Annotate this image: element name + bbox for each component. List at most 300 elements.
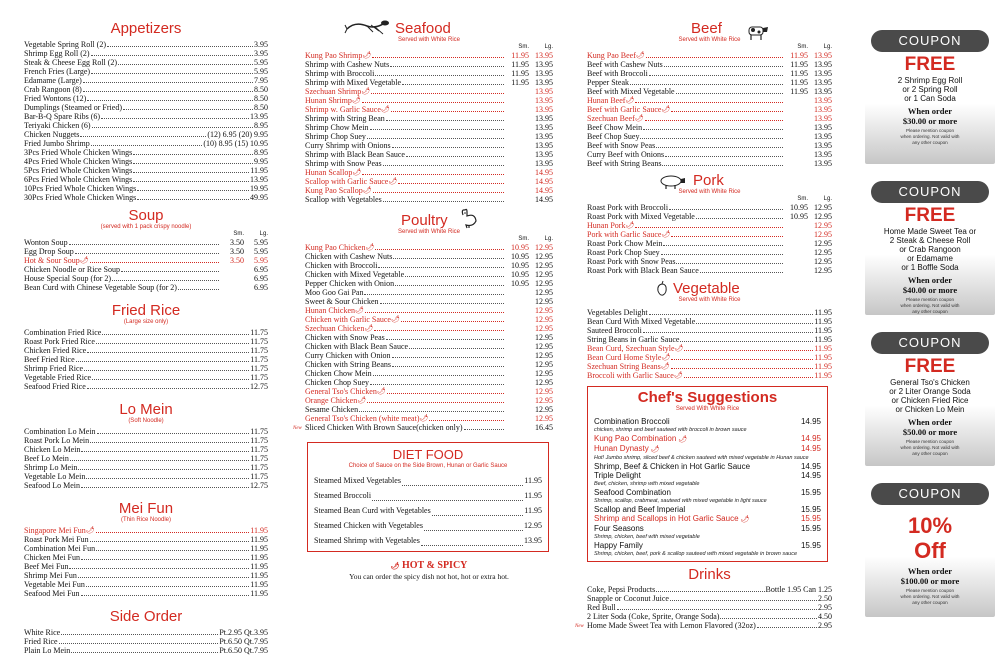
item-name: Beef Mei Fun (24, 562, 69, 571)
menu-item[interactable] (305, 378, 553, 387)
menu-item[interactable] (587, 78, 832, 87)
menu-item[interactable] (587, 51, 832, 60)
menu-item[interactable] (24, 184, 268, 193)
menu-item[interactable] (587, 132, 832, 141)
menu-item[interactable] (24, 283, 268, 292)
item-name: Steamed Mixed Vegetables (314, 476, 401, 485)
price-large: 13.95 (535, 105, 553, 114)
dot-leader (405, 276, 504, 277)
item-description: chicken, shrimp and beef sauteed with broccoli in brown sauce (594, 427, 747, 433)
menu-item[interactable] (587, 344, 832, 353)
coupon-offer-line: 2 Steak & Cheese Roll (889, 236, 971, 245)
menu-item[interactable] (24, 157, 268, 166)
menu-item[interactable] (24, 256, 268, 265)
item-name: Hunan Beef (587, 96, 626, 105)
chili-pepper-icon: 🌶 (376, 387, 386, 395)
lo-mein-list (24, 427, 268, 490)
menu-item[interactable] (24, 463, 268, 472)
coupon-note-line: any other coupon (912, 451, 948, 456)
item-name: General Tso's Chicken (305, 387, 377, 396)
menu-item[interactable] (305, 87, 553, 96)
drinks-new-badge: New (575, 624, 584, 629)
menu-item[interactable] (594, 488, 821, 497)
item-name: Vegetable Fried Rice (24, 373, 92, 382)
item-name: Dumplings (Steamed or Fried) (24, 103, 122, 112)
menu-item[interactable] (587, 353, 832, 362)
price-small: 10.95 (511, 279, 529, 288)
menu-item[interactable] (24, 94, 268, 103)
price-large: 14.95 (535, 186, 553, 195)
menu-item[interactable] (24, 580, 268, 589)
menu-item[interactable] (24, 589, 268, 598)
menu-item[interactable] (594, 444, 821, 454)
menu-item[interactable] (24, 364, 268, 373)
item-price: 5.95 (254, 67, 268, 76)
item-price: 14.95 (800, 471, 821, 480)
price-large: 12.95 (535, 270, 553, 279)
dot-leader (380, 303, 504, 304)
dot-leader (383, 201, 504, 202)
item-price: 11.95 (250, 553, 268, 562)
menu-item[interactable] (24, 646, 268, 655)
menu-item[interactable] (594, 434, 821, 444)
item-price: 19.95 (250, 184, 268, 193)
pork-header (587, 172, 832, 189)
menu-item[interactable] (314, 503, 542, 518)
menu-item[interactable] (305, 261, 553, 270)
item-price: 11.95 (524, 506, 542, 515)
diet-food-list (314, 473, 542, 548)
menu-item[interactable] (24, 562, 268, 571)
menu-item[interactable] (24, 193, 268, 202)
dot-leader (370, 384, 504, 385)
hot-spicy-title (305, 560, 553, 572)
menu-item[interactable] (587, 585, 832, 594)
item-name: Steamed Shrimp with Vegetables (314, 536, 420, 545)
item-name: Combination Broccoli (594, 417, 670, 426)
fried-rice-list (24, 328, 268, 391)
menu-item[interactable] (24, 265, 268, 274)
menu-item[interactable] (587, 114, 832, 123)
mei-fun-title: Mei Fun (118, 500, 174, 517)
dot-leader (643, 129, 783, 130)
menu-item[interactable] (587, 371, 832, 380)
item-name: Beef with Snow Peas (587, 141, 656, 150)
coupon-tag: COUPON (871, 332, 989, 354)
menu-item[interactable] (314, 533, 542, 548)
menu-item[interactable] (587, 603, 832, 612)
item-description: Beef, chicken, shrimp with mixed vegetable (594, 481, 700, 487)
menu-item[interactable] (314, 488, 542, 503)
dot-leader (757, 627, 817, 628)
item-name: Chicken Mei Fun (24, 553, 80, 562)
menu-item[interactable] (24, 328, 268, 337)
item-name: Chicken with Garlic Sauce (305, 315, 391, 324)
menu-item[interactable] (24, 355, 268, 364)
dot-leader (656, 147, 783, 148)
item-price: 11.95 (814, 353, 832, 362)
menu-item[interactable] (305, 123, 553, 132)
price-large: 13.95 (535, 51, 553, 60)
menu-item[interactable] (305, 306, 553, 315)
item-name: Beef with Garlic Sauce (587, 105, 662, 114)
menu-item[interactable] (587, 150, 832, 159)
menu-item[interactable] (305, 324, 553, 333)
dot-leader (90, 442, 249, 443)
size-sm-label: Sm. (518, 236, 529, 242)
menu-item[interactable] (305, 186, 553, 195)
item-name: Shrimp with String Bean (305, 114, 385, 123)
menu-item[interactable] (24, 535, 268, 544)
menu-item[interactable] (24, 427, 268, 436)
menu-item[interactable] (305, 96, 553, 105)
menu-item[interactable] (24, 382, 268, 391)
price-large: 5.95 (254, 256, 268, 265)
menu-item[interactable] (594, 471, 821, 480)
coupon-offer-line: or 2 Liter Orange Soda (889, 387, 971, 396)
poultry-header (305, 209, 553, 229)
menu-item[interactable] (305, 351, 553, 360)
item-name: Kung Pao Scallop (305, 186, 363, 195)
dot-leader (81, 487, 249, 488)
item-name-wrap (594, 417, 670, 426)
dot-leader (97, 433, 250, 434)
menu-item[interactable] (587, 326, 832, 335)
coupon-card[interactable] (865, 181, 995, 315)
menu-item[interactable] (305, 132, 553, 141)
chili-pepper-icon: 🌶 (676, 436, 688, 443)
menu-item[interactable] (305, 159, 553, 168)
menu-item[interactable] (305, 105, 553, 114)
menu-item[interactable] (314, 473, 542, 488)
menu-item[interactable] (24, 40, 268, 49)
menu-item[interactable] (305, 51, 553, 60)
menu-item[interactable] (24, 85, 268, 94)
coupon-condition-line: When order (907, 106, 953, 116)
menu-item[interactable] (24, 526, 268, 535)
menu-item[interactable] (587, 96, 832, 105)
price-large: 6.95 (254, 274, 268, 283)
dot-leader (92, 127, 253, 128)
coupon-card[interactable] (865, 30, 995, 164)
size-sm-label: Sm. (797, 196, 808, 202)
menu-item[interactable] (587, 60, 832, 69)
price-large: 14.95 (535, 177, 553, 186)
menu-item[interactable] (305, 60, 553, 69)
item-name: Shrimp and Scallops in Hot Garlic Sauce (594, 514, 739, 523)
price-small: 10.95 (790, 212, 808, 221)
item-name: Shrimp with Snow Peas (305, 159, 382, 168)
poultry-note: Served with White Rice (397, 229, 461, 235)
menu-item[interactable] (587, 123, 832, 132)
menu-item[interactable] (305, 69, 553, 78)
menu-item[interactable] (305, 297, 553, 306)
menu-item[interactable] (24, 436, 268, 445)
coupon-condition (865, 106, 995, 126)
coupon-condition-line: When order (907, 417, 953, 427)
chili-pepper-icon: 🌶 (362, 51, 372, 59)
item-price: 11.95 (250, 580, 268, 589)
menu-item[interactable] (305, 414, 553, 423)
menu-item[interactable] (594, 541, 821, 550)
menu-item[interactable] (24, 472, 268, 481)
item-description: Shrimp, scallop, crabmeat, sauteed with mixed vegetable in light sauce (594, 498, 767, 504)
menu-item[interactable] (24, 148, 268, 157)
menu-item[interactable] (594, 505, 821, 514)
appetizers-title: Appetizers (110, 20, 182, 37)
item-price: 11.95 (814, 335, 832, 344)
item-name: Chicken Nuggets (24, 130, 80, 139)
menu-item[interactable] (305, 369, 553, 378)
menu-item[interactable] (305, 279, 553, 288)
coupon-headline-2: Off (914, 538, 946, 563)
menu-item[interactable] (24, 67, 268, 76)
menu-item[interactable] (24, 274, 268, 283)
item-name: Beef with Broccoli (587, 69, 648, 78)
chili-pepper-icon: 🌶 (661, 230, 671, 238)
price-large: 12.95 (535, 378, 553, 387)
menu-item[interactable] (305, 243, 553, 252)
chili-pepper-icon: 🌶 (85, 526, 95, 534)
item-name: Steamed Chicken with Vegetables (314, 521, 423, 530)
item-name-wrap (594, 514, 749, 524)
item-price: 11.95 (814, 326, 832, 335)
diet-food-box (307, 442, 549, 552)
menu-item[interactable] (587, 621, 832, 630)
rooster-icon (457, 207, 479, 229)
dot-leader (70, 460, 249, 461)
dot-leader (680, 341, 813, 342)
appetizers-list (24, 40, 268, 202)
item-name: Roast Pork with Broccoli (587, 203, 669, 212)
menu-item[interactable] (24, 337, 268, 346)
menu-item[interactable] (305, 150, 553, 159)
item-name: Sauteed Broccoli (587, 326, 642, 335)
menu-item[interactable] (587, 612, 832, 621)
coupon-offer-line: or 2 Spring Roll (902, 85, 958, 94)
price-large: 13.95 (535, 132, 553, 141)
menu-item[interactable] (24, 571, 268, 580)
menu-item[interactable] (305, 177, 553, 186)
menu-item[interactable] (24, 76, 268, 85)
item-name: Vegetable Mei Fun (24, 580, 85, 589)
item-name: 2 Liter Soda (Coke, Sprite, Orange Soda) (587, 612, 720, 621)
chili-pepper-icon: 🌶 (738, 516, 750, 523)
menu-item[interactable] (594, 524, 821, 533)
price-small: 11.95 (511, 78, 529, 87)
menu-item[interactable] (305, 141, 553, 150)
menu-item[interactable] (587, 230, 832, 239)
chili-pepper-icon: 🌶 (364, 324, 374, 332)
beef-header (587, 20, 832, 37)
price-small: 10.95 (511, 252, 529, 261)
item-price: 11.95 (814, 362, 832, 371)
chili-pepper-icon: 🌶 (674, 344, 684, 352)
fried-rice-title: Fried Rice (111, 302, 181, 319)
dot-leader (101, 118, 249, 119)
dot-leader (81, 559, 249, 560)
menu-item[interactable] (587, 266, 832, 275)
dot-leader (59, 643, 219, 644)
menu-item[interactable] (24, 238, 268, 247)
item-name: General Tso's Chicken (white meat) (305, 414, 420, 423)
menu-item[interactable] (24, 481, 268, 490)
menu-item[interactable] (305, 168, 553, 177)
menu-item[interactable] (305, 288, 553, 297)
item-price: 14.95 (800, 444, 821, 453)
coupon-condition-line: $100.00 or more (900, 576, 960, 586)
coupon-note-line: Please mention coupon (905, 128, 954, 133)
coupon-headline: FREE (904, 54, 956, 75)
price-large: 12.95 (814, 248, 832, 257)
item-name: Steak & Cheese Egg Roll (2) (24, 58, 118, 67)
menu-item[interactable] (587, 239, 832, 248)
menu-item[interactable] (587, 69, 832, 78)
price-large: 12.95 (814, 239, 832, 248)
menu-item[interactable] (24, 121, 268, 130)
item-price: 11.75 (250, 454, 268, 463)
item-name: Beef with Mixed Vegetable (587, 87, 675, 96)
item-name: Combination Mei Fun (24, 544, 96, 553)
menu-item[interactable] (587, 212, 832, 221)
menu-item[interactable] (305, 423, 553, 432)
poultry-title: Poultry (401, 212, 448, 229)
menu-item[interactable] (24, 130, 268, 139)
fried-rice-note: (Large size only) (123, 319, 169, 325)
price-large: 12.95 (535, 297, 553, 306)
menu-item[interactable] (24, 454, 268, 463)
menu-item[interactable] (24, 373, 268, 382)
menu-item[interactable] (587, 203, 832, 212)
menu-item[interactable] (24, 139, 268, 148)
menu-item[interactable] (305, 315, 553, 324)
item-name: 5Pcs Fried Whole Chicken Wings (24, 166, 133, 175)
item-name: Beef with Cashew Nuts (587, 60, 663, 69)
coupon-offer-line: or 1 Boffle Soda (901, 263, 959, 272)
menu-item[interactable] (24, 544, 268, 553)
menu-item[interactable] (24, 445, 268, 454)
item-name-wrap (594, 524, 644, 533)
menu-item[interactable] (305, 342, 553, 351)
menu-item[interactable] (24, 346, 268, 355)
menu-item[interactable] (587, 159, 832, 168)
menu-item[interactable] (314, 518, 542, 533)
lo-mein-title: Lo Mein (119, 401, 173, 418)
menu-item[interactable] (24, 637, 268, 646)
menu-item[interactable] (587, 335, 832, 344)
dot-leader (133, 154, 253, 155)
price-large: 13.95 (535, 150, 553, 159)
chefs-list (594, 417, 821, 558)
item-name: Shrimp w. Garlic Sauce (305, 105, 381, 114)
menu-item[interactable] (587, 221, 832, 230)
menu-item[interactable] (305, 252, 553, 261)
item-price: 7.95 (254, 76, 268, 85)
menu-item[interactable] (305, 396, 553, 405)
menu-item[interactable] (587, 87, 832, 96)
menu-item[interactable] (24, 103, 268, 112)
price-large: 12.95 (535, 342, 553, 351)
menu-item[interactable] (305, 114, 553, 123)
menu-item[interactable] (305, 387, 553, 396)
menu-item[interactable] (305, 78, 553, 87)
coupon-tag: COUPON (871, 181, 989, 203)
drinks-title: Drinks (688, 566, 731, 583)
dot-leader (86, 478, 249, 479)
coupon-note (865, 439, 995, 457)
menu-item[interactable] (24, 175, 268, 184)
dot-leader (375, 249, 504, 250)
price-large: 12.95 (535, 288, 553, 297)
size-sm-label: Sm. (797, 44, 808, 50)
coupon-note-line: Please mention coupon (905, 297, 954, 302)
dot-leader (374, 330, 504, 331)
menu-item[interactable] (587, 362, 832, 371)
item-name: Chicken Chow Mein (305, 369, 372, 378)
coupon-offer-line: or Edamame (907, 254, 953, 263)
price-large: 13.95 (814, 150, 832, 159)
menu-item[interactable] (587, 105, 832, 114)
menu-item[interactable] (24, 553, 268, 562)
menu-item[interactable] (594, 417, 821, 426)
coupon-condition (865, 566, 995, 586)
item-name: Shrimp Fried Rice (24, 364, 84, 373)
menu-item[interactable] (24, 628, 268, 637)
coupon-card[interactable] (865, 483, 995, 617)
menu-item[interactable] (305, 360, 553, 369)
menu-item[interactable] (305, 405, 553, 414)
menu-item[interactable] (24, 247, 268, 256)
price-large: 13.95 (814, 87, 832, 96)
item-name: Hunan Dynasty (594, 444, 649, 453)
price-large: 12.95 (535, 261, 553, 270)
item-price: 14.95 (800, 462, 821, 471)
menu-item[interactable] (587, 594, 832, 603)
pork-title: Pork (693, 172, 724, 189)
menu-item[interactable] (24, 58, 268, 67)
dot-leader (91, 145, 203, 146)
item-name: Roast Pork with Mixed Vegetable (587, 212, 695, 221)
item-name: Kung Pao Chicken (305, 243, 366, 252)
price-small: 3.50 (230, 256, 244, 265)
menu-item[interactable] (587, 248, 832, 257)
coupon-card[interactable] (865, 332, 995, 466)
menu-item[interactable] (305, 333, 553, 342)
price-large: 13.95 (535, 96, 553, 105)
menu-item[interactable] (594, 514, 821, 524)
dot-leader (617, 609, 817, 610)
menu-item[interactable] (587, 141, 832, 150)
menu-item[interactable] (24, 166, 268, 175)
menu-item[interactable] (305, 270, 553, 279)
menu-item[interactable] (587, 257, 832, 266)
menu-item[interactable] (587, 317, 832, 326)
item-description: Shrimp, chicken, beef with mixed vegetable (594, 534, 700, 540)
menu-item[interactable] (24, 49, 268, 58)
chefs-title: Chef's Suggestions (637, 389, 778, 406)
dot-leader (83, 91, 253, 92)
hot-spicy-note: You can order the spicy dish not hot, hot or extra hot. (349, 572, 509, 581)
menu-item[interactable] (587, 308, 832, 317)
menu-item[interactable] (594, 462, 821, 471)
chili-pepper-icon: 🌶 (390, 562, 400, 570)
item-name: Seafood Lo Mein (24, 481, 80, 490)
menu-item[interactable] (24, 112, 268, 121)
menu-item[interactable] (305, 195, 553, 204)
price-large: 13.95 (814, 78, 832, 87)
item-name: Pepper Steak (587, 78, 629, 87)
diet-food-title: DIET FOOD (392, 447, 464, 462)
